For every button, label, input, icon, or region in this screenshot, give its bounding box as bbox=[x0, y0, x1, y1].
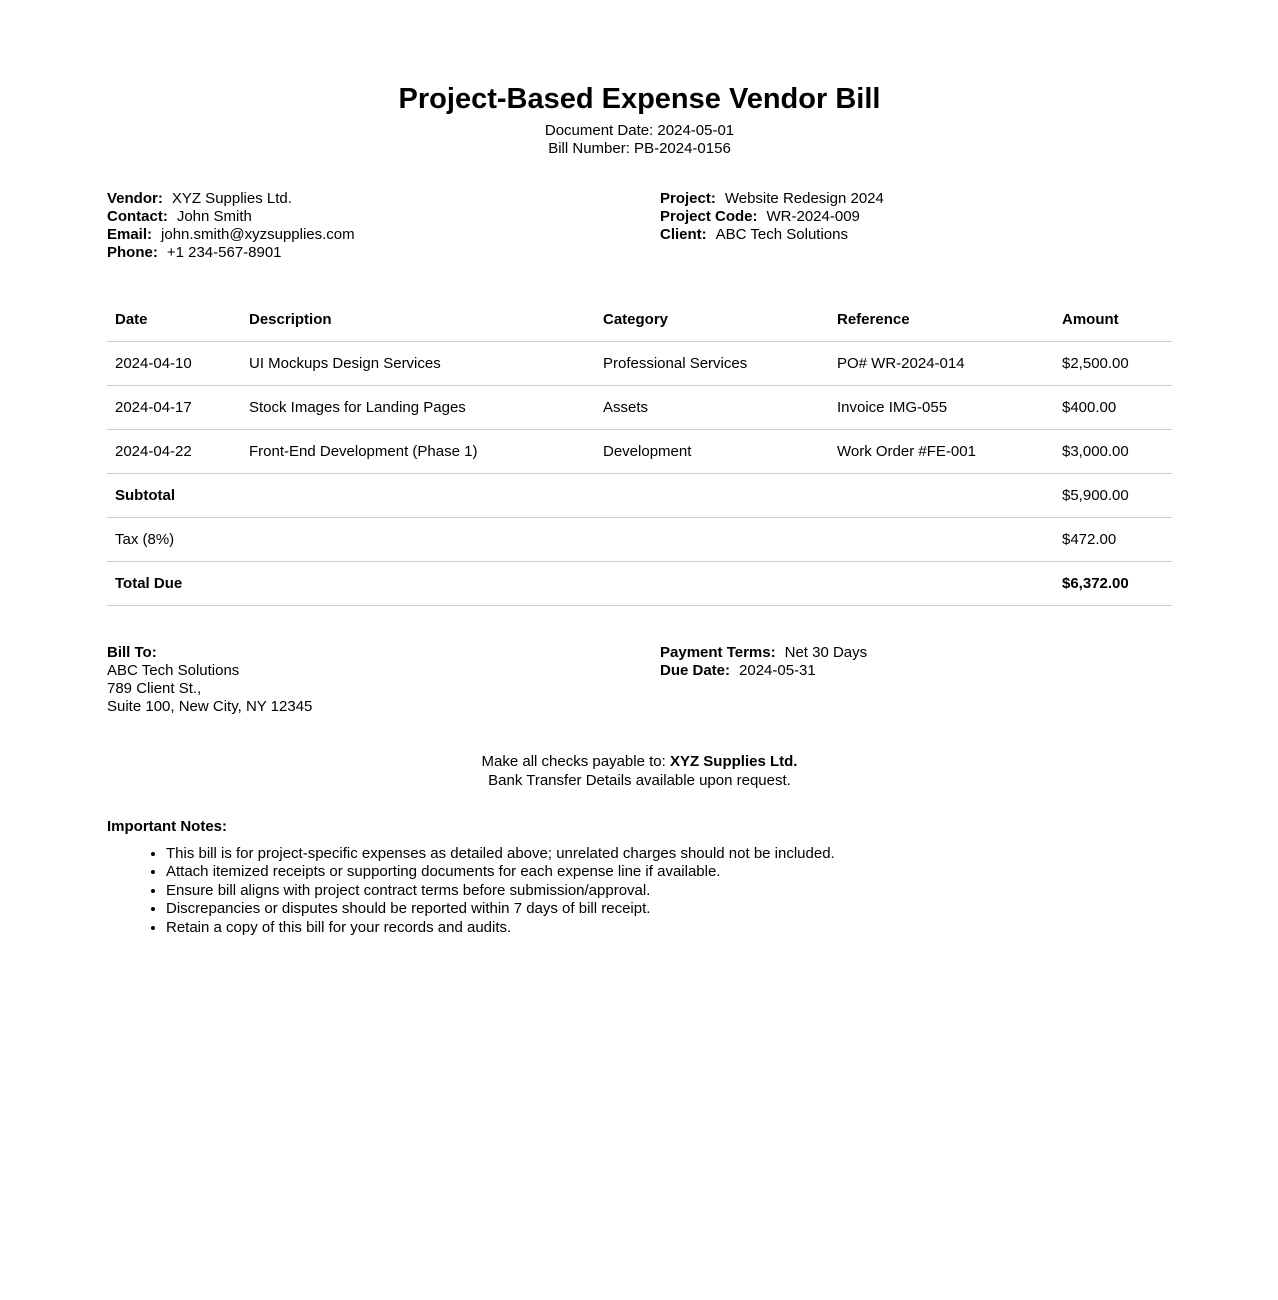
vendor-project-section bbox=[107, 190, 1172, 262]
bill-number-line: Bill Number: PB-2024-0156 bbox=[548, 140, 731, 157]
cell-date: 2024-04-17 bbox=[107, 386, 241, 430]
notes-list bbox=[107, 845, 1172, 937]
cell-description: Stock Images for Landing Pages bbox=[241, 386, 595, 430]
column-header-reference: Reference bbox=[829, 298, 1054, 342]
vendor-name: XYZ Supplies Ltd. bbox=[171, 190, 292, 207]
cell-amount: $3,000.00 bbox=[1054, 430, 1172, 474]
contact-line bbox=[107, 208, 660, 226]
column-header-category: Category bbox=[595, 298, 829, 342]
document-date-line: Document Date: 2024-05-01 bbox=[544, 122, 735, 139]
table-row bbox=[107, 386, 1172, 430]
cell-description: UI Mockups Design Services bbox=[241, 342, 595, 386]
payable-prefix: Make all checks payable to: bbox=[481, 753, 670, 770]
cell-reference: PO# WR-2024-014 bbox=[829, 342, 1054, 386]
contact-name: John Smith bbox=[176, 208, 252, 225]
payable-line-1 bbox=[107, 752, 1172, 771]
vendor-info-block bbox=[107, 190, 660, 262]
tax-value: $472.00 bbox=[1054, 518, 1172, 562]
contact-label: Contact: bbox=[107, 208, 168, 225]
payment-terms-block bbox=[660, 644, 1172, 716]
client-line bbox=[660, 226, 1172, 244]
notes-heading: Important Notes: bbox=[107, 818, 227, 835]
cell-date: 2024-04-10 bbox=[107, 342, 241, 386]
email-line bbox=[107, 226, 660, 244]
total-due-row bbox=[107, 562, 1172, 606]
bill-to-line: ABC Tech Solutions bbox=[107, 662, 240, 679]
due-date-value: 2024-05-31 bbox=[739, 662, 816, 679]
project-label: Project: bbox=[660, 190, 716, 207]
tax-label: Tax (8%) bbox=[107, 518, 1054, 562]
due-date-line bbox=[660, 662, 1172, 680]
subtotal-row bbox=[107, 474, 1172, 518]
client-label: Client: bbox=[660, 226, 707, 243]
project-code-value: WR-2024-009 bbox=[766, 208, 860, 225]
payable-company: XYZ Supplies Ltd. bbox=[669, 753, 798, 770]
payable-note bbox=[107, 752, 1172, 790]
tax-row bbox=[107, 518, 1172, 562]
note-item: • Ensure bill aligns with project contract terms before submission/approval. bbox=[166, 882, 1172, 900]
subtotal-label: Subtotal bbox=[107, 474, 1054, 518]
client-name: ABC Tech Solutions bbox=[715, 226, 848, 243]
payable-line-2: Bank Transfer Details available upon request. bbox=[488, 772, 791, 789]
project-code-label: Project Code: bbox=[660, 208, 758, 225]
bill-to-block bbox=[107, 644, 660, 716]
note-item: • This bill is for project-specific expenses as detailed above; unrelated charges should not be included. bbox=[166, 845, 1172, 863]
cell-reference: Invoice IMG-055 bbox=[829, 386, 1054, 430]
due-date-label: Due Date: bbox=[660, 662, 731, 679]
phone-label: Phone: bbox=[107, 244, 158, 261]
column-header-date: Date bbox=[107, 298, 241, 342]
billing-section bbox=[107, 644, 1172, 716]
cell-amount: $400.00 bbox=[1054, 386, 1172, 430]
project-code-line bbox=[660, 208, 1172, 226]
note-item: • Retain a copy of this bill for your records and audits. bbox=[166, 919, 1172, 937]
cell-category: Development bbox=[595, 430, 829, 474]
cell-reference: Work Order #FE-001 bbox=[829, 430, 1054, 474]
payment-terms-line bbox=[660, 644, 1172, 662]
email-label: Email: bbox=[107, 226, 153, 243]
phone-value: +1 234-567-8901 bbox=[166, 244, 282, 261]
cell-category: Professional Services bbox=[595, 342, 829, 386]
important-notes-section bbox=[107, 818, 1172, 937]
cell-date: 2024-04-22 bbox=[107, 430, 241, 474]
column-header-amount: Amount bbox=[1054, 298, 1172, 342]
bill-to-label: Bill To: bbox=[107, 644, 157, 661]
vendor-label: Vendor: bbox=[107, 190, 163, 207]
bill-to-line: Suite 100, New City, NY 12345 bbox=[107, 698, 313, 715]
project-info-block bbox=[660, 190, 1172, 262]
bill-to-line: 789 Client St., bbox=[107, 680, 202, 697]
subtotal-value: $5,900.00 bbox=[1054, 474, 1172, 518]
total-due-label: Total Due bbox=[107, 562, 1054, 606]
table-header-row bbox=[107, 298, 1172, 342]
cell-amount: $2,500.00 bbox=[1054, 342, 1172, 386]
total-due-value: $6,372.00 bbox=[1054, 562, 1172, 606]
note-item: • Discrepancies or disputes should be reported within 7 days of bill receipt. bbox=[166, 900, 1172, 918]
phone-line bbox=[107, 244, 660, 262]
payment-terms-label: Payment Terms: bbox=[660, 644, 776, 661]
email-value: john.smith@xyzsupplies.com bbox=[161, 226, 355, 243]
cell-description: Front-End Development (Phase 1) bbox=[241, 430, 595, 474]
payment-terms-value: Net 30 Days bbox=[784, 644, 868, 661]
cell-category: Assets bbox=[595, 386, 829, 430]
project-line bbox=[660, 190, 1172, 208]
column-header-description: Description bbox=[241, 298, 595, 342]
expense-items-table bbox=[107, 298, 1172, 606]
table-row bbox=[107, 342, 1172, 386]
vendor-line bbox=[107, 190, 660, 208]
page-title: Project-Based Expense Vendor Bill bbox=[398, 83, 881, 115]
project-name: Website Redesign 2024 bbox=[724, 190, 884, 207]
note-item: • Attach itemized receipts or supporting documents for each expense line if available. bbox=[166, 863, 1172, 881]
table-row bbox=[107, 430, 1172, 474]
